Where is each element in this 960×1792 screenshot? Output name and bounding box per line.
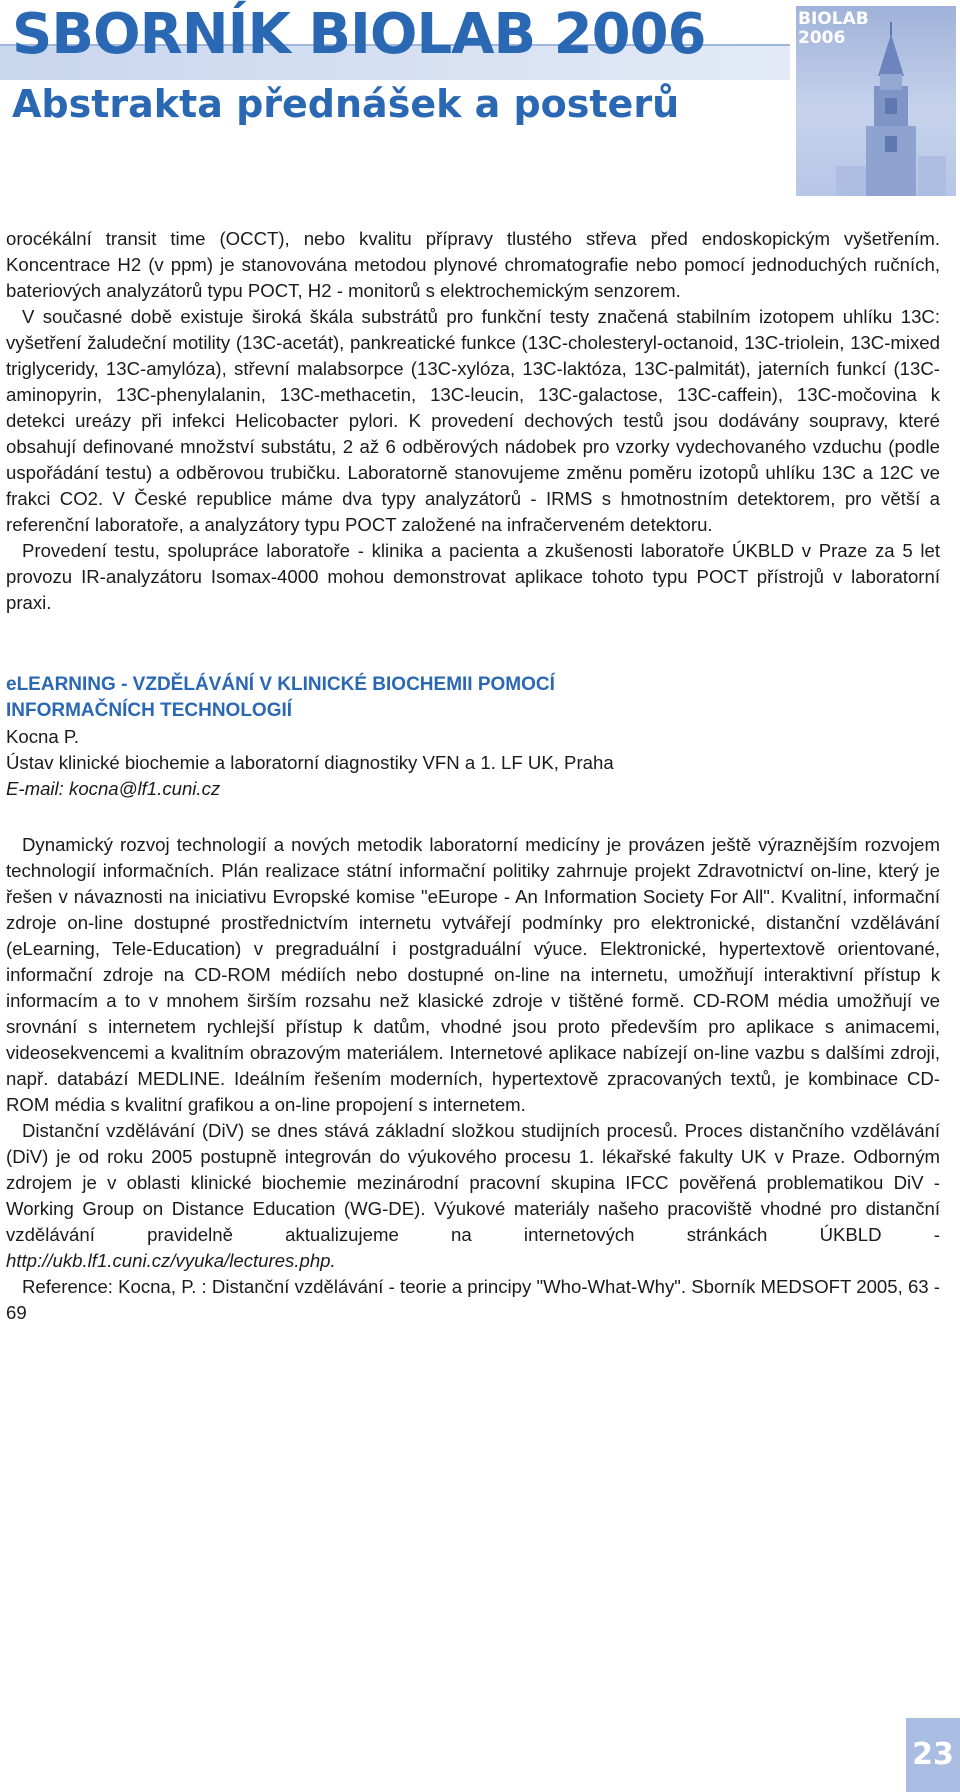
article-author: Kocna P. [6,726,80,747]
lectures-link[interactable]: http://ukb.lf1.cuni.cz/vyuka/lectures.php. [6,1250,336,1271]
intro-paragraph-1: orocékální transit time (OCCT), nebo kvalitu přípravy tlustého střeva před endoskopickým vyšetřením. Koncentrace H2 (v ppm) je stanovována metodou plynové chromatografie nebo pomocí jednoduchých ručních, bateriových analyzátorů typu POCT, H2 - monitorů s elektrochemickým senzorem. [6,228,940,301]
abstract-paragraph-2 [6,1118,940,1274]
section-gap [6,616,940,672]
intro-paragraph-2: V současné době existuje široká škála substrátů pro funkční testy značená stabilním izotopem uhlíku 13C: vyšetření žaludeční motility (13C-acetát), pankreatické funkce (13C-cholesteryl-octanoid, 13C-triolein, 13C-mixed triglyceridy, 13C-amylóza), střevní malabsorpce (13C-xylóza, 13C-laktóza, 13C-palmitát), jaterních funkcí (13C-aminopyrin, 13C-phenylalanin, 13C-methacetin, 13C-leucin, 13C-galactose, 13C-caffein), 13C-močovina k detekci ureázy při infekci Helicobacter pylori. K provedení dechových testů jsou dodávány soupravy, které obsahují definované množství substátu, 2 až 6 odběrových nádobek pro vzorky vydechovaného vzduchu (podle uspořádání testu) a odběrovou trubičku. Laboratorně stanovujeme změnu poměru izotopů uhlíku 13C a 12C ve frakci CO2. V České republice máme dva typy analyzátorů - IRMS s hmotnostním detektorem, pro větší a referenční laboratoře, a analyzátory typu POCT založené na infračerveném detektoru. [6,306,940,535]
article-email: E-mail: kocna@lf1.cuni.cz [6,778,221,799]
intro-paragraph-3: Provedení testu, spolupráce laboratoře - klinika a pacienta a zkušenosti laboratoře ÚKBLD v Praze za 5 let provozu IR-analyzátoru Isomax-4000 mohou demonstrovat aplikace tohoto typu POCT přístrojů v laboratorní praxi. [6,540,940,613]
reference-paragraph: Reference: Kocna, P. : Distanční vzdělávání - teorie a principy "Who-What-Why". Sborník MEDSOFT 2005, 63 - 69 [6,1276,940,1323]
page-header [0,0,960,205]
biolab-logo [796,6,956,196]
article-title-line-2: INFORMAČNÍCH TECHNOLOGIÍ [6,700,293,721]
article-title-line-1: eLEARNING - VZDĚLÁVÁNÍ V KLINICKÉ BIOCHEMII POMOCÍ [6,674,555,695]
abstract-paragraph-2-text: Distanční vzdělávání (DiV) se dnes stává základní složkou studijních procesů. Proces distančního vzdělávání (DiV) je od roku 2005 postupně integrován do výukového procesu 1. lékařské fakulty UK v Praze. Odborným zdrojem je v oblasti klinické biochemie mezinárodní pracovní skupina IFCC pověřená problematikou DiV - Working Group on Distance Education (WG-DE). Výukové materiály našeho pracoviště vhodné pro distanční vzdělávání pravidelně aktualizujeme na internetových stránkách ÚKBLD - [6,1120,940,1245]
article-affiliation: Ústav klinické biochemie a laboratorní diagnostiky VFN a 1. LF UK, Praha [6,752,614,773]
proceedings-subtitle: Abstrakta přednášek a posterů [12,82,680,126]
document-body [6,226,940,1326]
abstract-gap [6,802,940,832]
page-number: 23 [906,1718,960,1792]
abstract-paragraph-1: Dynamický rozvoj technologií a nových metodik laboratorní medicíny je provázen ještě výraznějším rozvojem technologií informačních. Plán realizace státní informační politiky zahrnuje projekt Zdravotnictví on-line, který je řešen v návaznosti na iniciativu Evropské komise "eEurope - An Information Society For All". Kvalitní, informační zdroje on-line dostupné prostřednictvím internetu vytvářejí podmínky pro elektronické, distanční vzdělávání (eLearning, Tele-Education) v pregraduální i postgraduální výuce. Elektronické, hypertextově orientované, informační zdroje na CD-ROM médiích nebo dostupné on-line na internetu, umožňují interaktivní přístup k informacím a to v mnohem širším rozsahu než klasické zdroje v tištěné formě. CD-ROM média umožňují ve srovnání s internetem rychlejší přístup k datům, vhodné jsou proto především pro aplikace s animacemi, videosekvencemi a kvalitním obrazovým materiálem. Internetové aplikace nabízejí on-line vazbu s dalšími zdroji, např. databází MEDLINE. Ideálním řešením moderních, hypertextově zpracovaných textů, je kombinace CD-ROM média s kvalitní grafikou a on-line propojení s internetem. [6,834,940,1115]
logo-text: BIOLAB 2006 [798,9,869,48]
proceedings-title: SBORNÍK BIOLAB 2006 [12,2,706,67]
